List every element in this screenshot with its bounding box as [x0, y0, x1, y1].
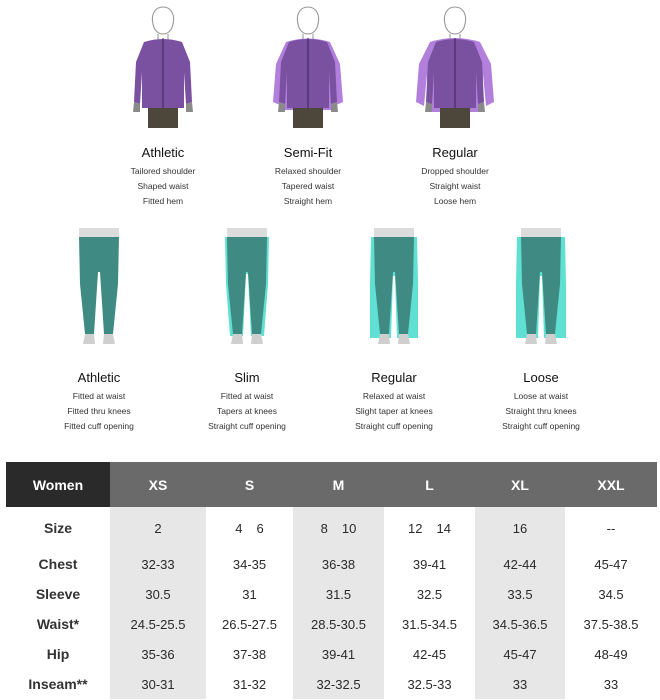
fit-detail: Relaxed at waist	[362, 391, 426, 401]
table-cell: 34-35	[232, 556, 267, 572]
size-number: --	[606, 520, 616, 536]
fit-detail: Straight hem	[283, 196, 333, 206]
table-cell: 31-32	[232, 676, 267, 692]
row-label: Sleeve	[35, 586, 81, 602]
table-cell: 33.5	[475, 579, 565, 609]
table-cell: 31.5	[293, 579, 384, 609]
table-cell	[384, 507, 475, 549]
fit-detail: Slight taper at knees	[355, 406, 433, 416]
size-number: 10	[341, 520, 357, 536]
header-size: XL	[475, 462, 565, 507]
fit-detail: Dropped shoulder	[421, 166, 489, 176]
table-cell: 24.5-25.5	[110, 609, 206, 639]
header-women: Women	[6, 462, 110, 507]
fit-name: Athletic	[77, 370, 121, 385]
size-number: 12	[408, 520, 423, 536]
header-size: S	[206, 462, 293, 507]
fit-name: Semi-Fit	[283, 145, 333, 160]
table-cell	[293, 507, 384, 549]
fit-detail: Tapered waist	[281, 181, 335, 191]
fit-detail: Loose hem	[433, 196, 477, 206]
fit-detail: Loose at waist	[513, 391, 569, 401]
table-cell: 32-32.5	[293, 669, 384, 699]
table-cell	[110, 507, 206, 549]
fit-name: Athletic	[141, 145, 185, 160]
fit-name: Regular	[432, 145, 478, 160]
fit-detail: Relaxed shoulder	[274, 166, 342, 176]
fit-name: Loose	[523, 370, 559, 385]
regular-jacket-figure	[410, 2, 500, 130]
table-row-inseam	[6, 669, 657, 699]
table-cell: 32.5	[416, 586, 443, 602]
header-size: L	[384, 462, 475, 507]
row-label: Inseam**	[28, 676, 88, 692]
top-fit-athletic	[100, 145, 226, 209]
fit-name: Slim	[234, 370, 260, 385]
table-cell: 45-47	[594, 556, 628, 572]
size-number: 14	[436, 520, 451, 536]
table-cell: 32-33	[110, 549, 206, 579]
fit-detail: Fitted cuff opening	[64, 421, 134, 431]
table-cell: 26.5-27.5	[222, 616, 277, 632]
table-cell: 45-47	[475, 639, 565, 669]
regular-pants-figure	[364, 224, 424, 352]
table-cell: 30.5	[110, 579, 206, 609]
table-cell: 37-38	[232, 646, 267, 662]
table-cell: 42-45	[412, 646, 447, 662]
fit-detail: Straight cuff opening	[208, 421, 286, 431]
bottom-fit-athletic	[40, 370, 158, 434]
table-cell: 35-36	[110, 639, 206, 669]
fit-detail: Shaped waist	[137, 181, 189, 191]
table-cell: 33	[475, 669, 565, 699]
table-row-hip	[6, 639, 657, 669]
table-cell	[206, 507, 293, 549]
table-cell: 39-41	[412, 556, 447, 572]
size-number: 8	[320, 520, 328, 536]
fit-detail: Tapers at knees	[216, 406, 277, 416]
row-label: Size	[43, 520, 72, 536]
size-number: 6	[256, 520, 264, 536]
bottom-fit-regular	[335, 370, 453, 434]
row-label: Hip	[46, 646, 70, 662]
fit-name: Regular	[371, 370, 417, 385]
table-cell: 39-41	[293, 639, 384, 669]
fit-detail: Fitted at waist	[72, 391, 126, 401]
header-size: XXL	[565, 462, 657, 507]
fit-detail: Fitted at waist	[220, 391, 274, 401]
fit-detail: Straight cuff opening	[355, 421, 433, 431]
table-cell: 37.5-38.5	[583, 616, 639, 632]
size-number: 16	[512, 520, 528, 536]
header-size: M	[293, 462, 384, 507]
table-cell: 36-38	[293, 549, 384, 579]
top-fit-regular	[392, 145, 518, 209]
table-cell	[565, 507, 657, 549]
table-cell: 42-44	[475, 549, 565, 579]
top-fit-semi-fit	[245, 145, 371, 209]
fit-detail: Fitted thru knees	[67, 406, 131, 416]
bottom-fit-slim	[188, 370, 306, 434]
bottom-fit-loose	[482, 370, 600, 434]
fit-detail: Straight waist	[429, 181, 481, 191]
table-cell: 31	[242, 586, 257, 602]
table-cell	[475, 507, 565, 549]
size-number: 4	[235, 520, 243, 536]
table-cell: 34.5	[598, 586, 624, 602]
table-cell: 48-49	[594, 646, 628, 662]
table-cell: 28.5-30.5	[293, 609, 384, 639]
table-row-waist	[6, 609, 657, 639]
fit-detail: Fitted hem	[142, 196, 184, 206]
fit-detail: Straight cuff opening	[502, 421, 580, 431]
table-cell: 33	[603, 676, 619, 692]
loose-pants-figure	[511, 224, 571, 352]
size-header-row	[6, 462, 657, 507]
athletic-pants-figure	[69, 224, 129, 352]
row-label: Chest	[38, 556, 78, 572]
table-cell: 34.5-36.5	[475, 609, 565, 639]
semi-fit-jacket-figure	[263, 2, 353, 130]
table-row-size	[6, 507, 657, 549]
size-chart-table	[6, 462, 657, 699]
row-label: Waist*	[36, 616, 80, 632]
table-row-chest	[6, 549, 657, 579]
athletic-jacket-figure	[118, 2, 208, 130]
table-cell: 31.5-34.5	[402, 616, 457, 632]
table-cell: 32.5-33	[407, 676, 452, 692]
fit-detail: Tailored shoulder	[130, 166, 196, 176]
slim-pants-figure	[217, 224, 277, 352]
table-cell: 30-31	[110, 669, 206, 699]
header-size: XS	[110, 462, 206, 507]
fit-detail: Straight thru knees	[505, 406, 577, 416]
size-number: 2	[154, 520, 162, 536]
table-row-sleeve	[6, 579, 657, 609]
